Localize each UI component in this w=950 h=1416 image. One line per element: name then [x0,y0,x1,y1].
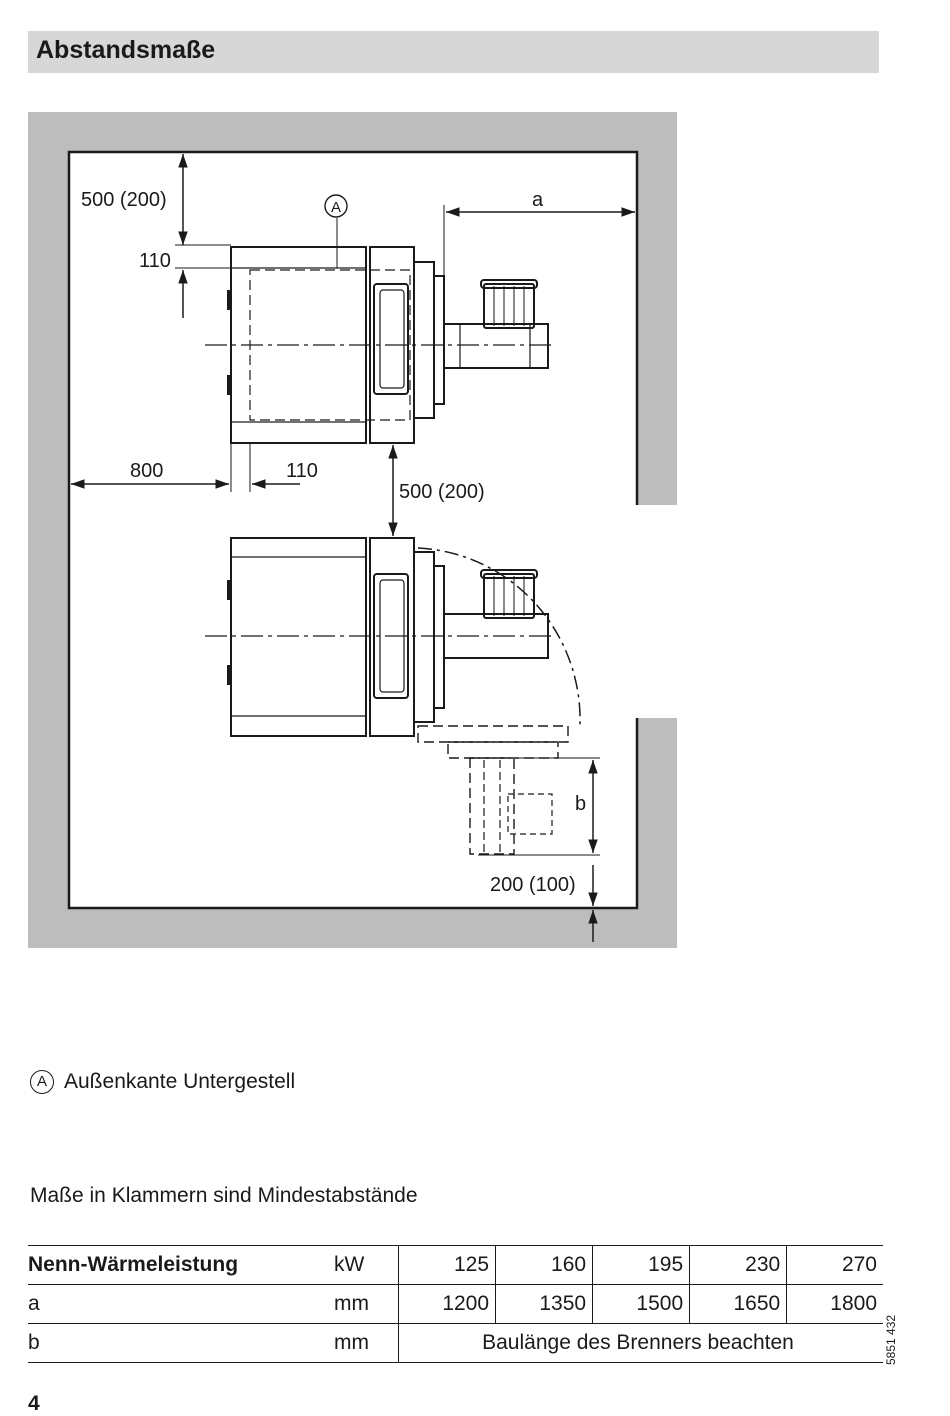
row-unit: kW [334,1246,399,1285]
legend-marker: A [30,1070,54,1094]
row-unit: mm [334,1285,399,1324]
row-label: Nenn-Wärmeleistung [28,1246,334,1285]
row-label: a [28,1285,334,1324]
dim-a-label: a [532,189,544,211]
table-cell: 1350 [496,1285,593,1324]
table-cell: 160 [496,1246,593,1285]
dim-110-top-label: 110 [139,250,171,272]
table-row [28,1246,883,1285]
document-number: 5851 432 [884,1314,898,1365]
room-walls [28,112,679,948]
dim-800-label: 800 [130,460,164,482]
legend-text: Außenkante Untergestell [64,1070,296,1093]
table-cell: 270 [787,1246,883,1285]
table-cell: 1650 [690,1285,787,1324]
dim-b-label: b [575,793,587,815]
table-cell: 230 [690,1246,787,1285]
row-unit: mm [334,1324,399,1363]
callout-a-label: A [330,199,342,216]
dimensions-table [28,1245,883,1363]
table-row [28,1285,883,1324]
row-label: b [28,1324,334,1363]
table-cell: 1200 [399,1285,496,1324]
dim-top-label: 500 (200) [81,189,167,211]
table-cell: 125 [399,1246,496,1285]
table-cell-span: Baulänge des Brenners beachten [399,1324,884,1363]
page-title: Abstandsmaße [36,36,216,64]
table-cell: 1800 [787,1285,883,1324]
table-cell: 195 [593,1246,690,1285]
dim-110-left-label: 110 [286,460,318,482]
page-number: 4 [28,1392,40,1415]
legend [30,1070,295,1094]
dim-between-label: 500 (200) [399,481,485,503]
note-text: Maße in Klammern sind Mindestabstände [30,1184,418,1207]
dim-bottom-label: 200 (100) [490,874,576,896]
table-cell: 1500 [593,1285,690,1324]
table-row [28,1324,883,1363]
